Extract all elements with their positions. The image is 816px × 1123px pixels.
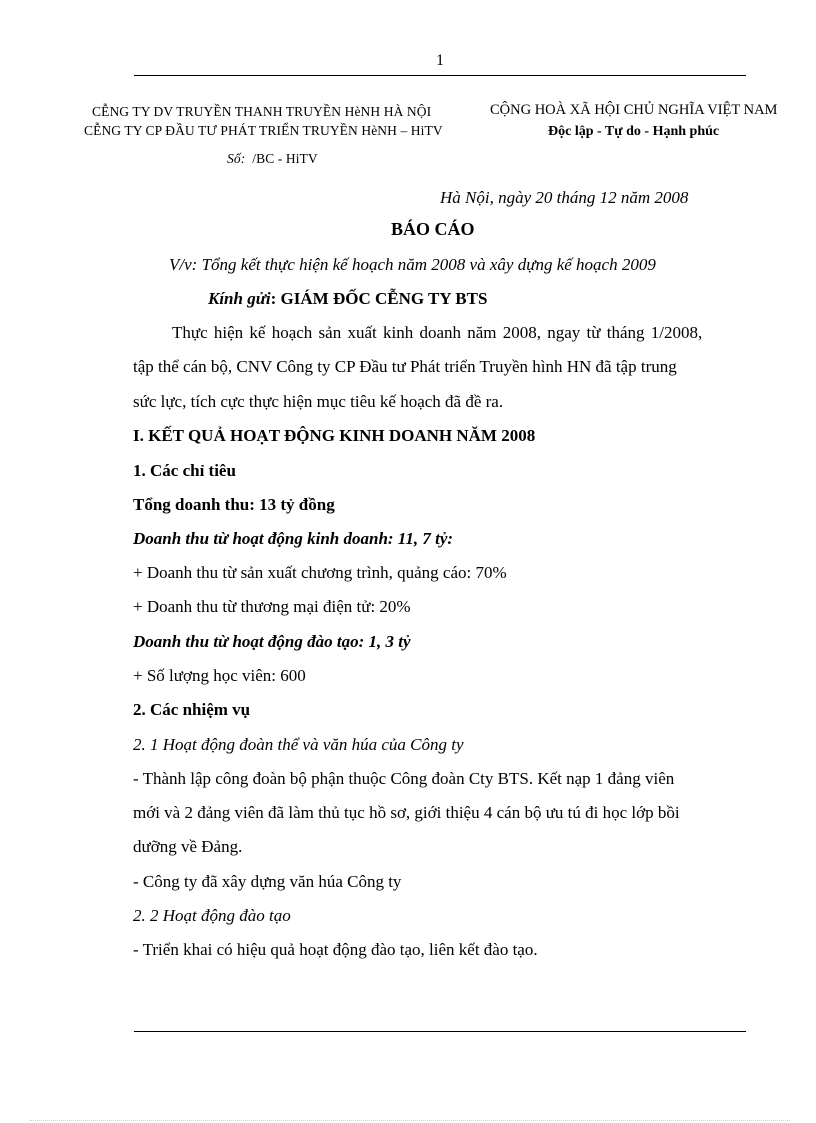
union-line-3: dưỡng về Đảng. xyxy=(133,837,243,856)
footer-rule xyxy=(134,1031,746,1032)
revenue-production-item: + Doanh thu từ sản xuất chương trình, quảng cáo: 70% xyxy=(133,563,507,582)
intro-line-3: sức lực, tích cực thực hiện mục tiêu kế hoạch đã đề ra. xyxy=(133,392,504,411)
subsection-2-1-heading: 2. 1 Hoạt động đoàn thể và văn húa của Công ty xyxy=(133,735,464,754)
company-line-1: CỄNG TY DV TRUYỀN THANH TRUYỀN HèNH HÀ NỘI xyxy=(92,104,432,119)
header-rule xyxy=(134,75,746,76)
motto: Độc lập - Tự do - Hạnh phúc xyxy=(548,124,720,139)
student-count-item: + Số lượng học viên: 600 xyxy=(133,666,306,685)
subsection-1-heading: 1. Các chỉ tiêu xyxy=(133,461,236,480)
report-subject: V/v: Tổng kết thực hiện kế hoạch năm 2008 và xây dựng kế hoạch 2009 xyxy=(169,255,656,274)
total-revenue: Tổng doanh thu: 13 tỷ đồng xyxy=(133,495,335,514)
revenue-ecommerce-item: + Doanh thu từ thương mại điện tử: 20% xyxy=(133,597,411,616)
page-number: 1 xyxy=(436,52,444,69)
business-revenue: Doanh thu từ hoạt động kinh doanh: 11, 7 tỷ: xyxy=(133,529,454,548)
union-line-2: mới và 2 đảng viên đã làm thủ tục hồ sơ, giới thiệu 4 cán bộ ưu tú đi học lớp bồi xyxy=(133,803,680,822)
company-line-2: CỄNG TY CP ĐẦU TƯ PHÁT TRIỂN TRUYỀN HèNH – HiTV xyxy=(84,123,443,138)
intro-line-1: Thực hiện kế hoạch sản xuất kinh doanh năm 2008, ngay từ tháng 1/2008, xyxy=(172,323,703,342)
recipient-label: Kính gửi xyxy=(208,289,271,308)
republic-title: CỘNG HOÀ XÃ HỘI CHỦ NGHĨA VIỆT NAM xyxy=(490,102,778,118)
document-number xyxy=(227,151,318,167)
union-line-1: - Thành lập công đoàn bộ phận thuộc Công đoàn Cty BTS. Kết nạp 1 đảng viên xyxy=(133,769,675,788)
date-line: Hà Nội, ngày 20 tháng 12 năm 2008 xyxy=(440,188,689,207)
recipient xyxy=(208,282,487,315)
intro-line-2: tập thể cán bộ, CNV Công ty CP Đầu tư Phát triển Truyền hình HN đã tập trung xyxy=(133,357,677,376)
culture-item: - Công ty đã xây dựng văn húa Công ty xyxy=(133,872,402,891)
training-item: - Triển khai có hiệu quả hoạt động đào tạo, liên kết đào tạo. xyxy=(133,940,538,959)
report-title: BÁO CÁO xyxy=(391,219,475,239)
section-1-heading: I. KẾT QUẢ HOẠT ĐỘNG KINH DOANH NĂM 2008 xyxy=(133,426,536,445)
training-revenue: Doanh thu từ hoạt động đào tạo: 1, 3 tỷ xyxy=(133,632,411,651)
subsection-2-2-heading: 2. 2 Hoạt động đào tạo xyxy=(133,906,291,925)
page-edge-divider xyxy=(30,1120,790,1121)
subsection-2-heading: 2. Các nhiệm vụ xyxy=(133,700,251,719)
document-number-label: Số: xyxy=(227,151,246,166)
recipient-name: : GIÁM ĐỐC CỄNG TY BTS xyxy=(270,289,488,308)
document-number-value: /BC - HiTV xyxy=(252,151,318,166)
